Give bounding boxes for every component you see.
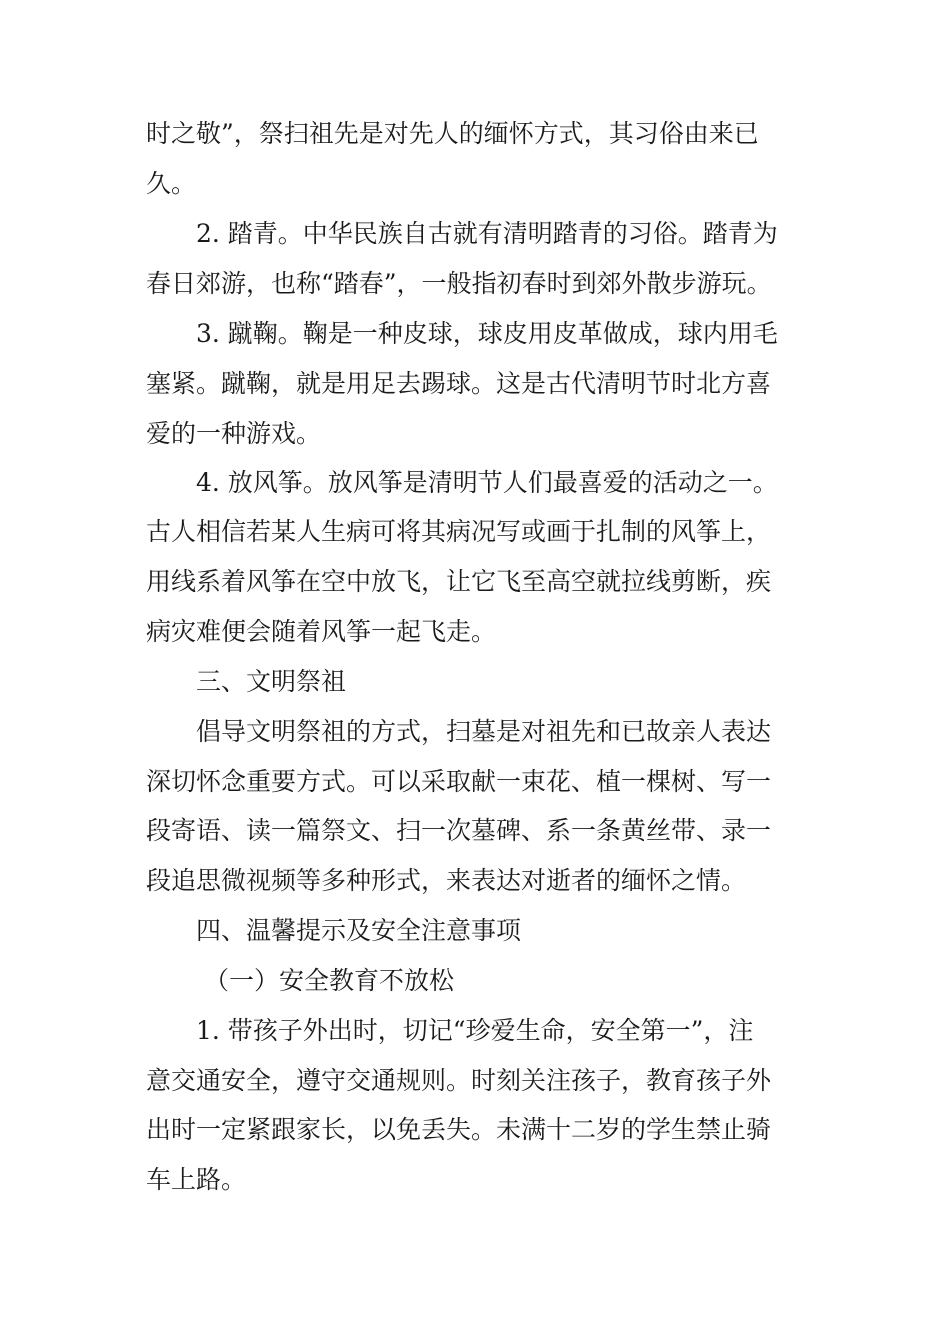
text-line: 出时一定紧跟家长，以免丢失。未满十二岁的学生禁止骑 xyxy=(146,1115,772,1144)
text-line: 塞紧。蹴鞠，就是用足去踢球。这是古代清明节时北方喜 xyxy=(146,369,772,398)
paragraph-start-line: 倡导文明祭祖的方式，扫墓是对祖先和已故亲人表达 xyxy=(196,717,772,746)
text-line: 深切怀念重要方式。可以采取献一束花、植一棵树、写一 xyxy=(146,767,772,796)
text-line: 用线系着风筝在空中放飞，让它飞至高空就拉线剪断，疾 xyxy=(146,567,772,596)
section-heading: 三、文明祭祖 xyxy=(196,667,347,696)
paragraph-start-line: 4. 放风筝。放风筝是清明节人们最喜爱的活动之一。 xyxy=(196,468,778,497)
paragraph-start-line: 1. 带孩子外出时，切记“珍爱生命，安全第一”，注 xyxy=(196,1016,754,1045)
text-line: 意交通安全，遵守交通规则。时刻关注孩子，教育孩子外 xyxy=(146,1066,772,1095)
text-line: 段追思微视频等多种形式，来表达对逝者的缅怀之情。 xyxy=(146,866,747,895)
text-line: 古人相信若某人生病可将其病况写或画于扎制的风筝上， xyxy=(146,517,772,546)
text-line: 病灾难便会随着风筝一起飞走。 xyxy=(146,617,497,646)
text-line: 段寄语、读一篇祭文、扫一次墓碑、系一条黄丝带、录一 xyxy=(146,816,772,845)
subsection-heading: （一）安全教育不放松 xyxy=(204,966,455,995)
text-line: 时之敬”，祭扫祖先是对先人的缅怀方式，其习俗由来已 xyxy=(146,119,759,148)
text-line: 春日郊游，也称“踏春”，一般指初春时到郊外散步游玩。 xyxy=(146,269,772,298)
paragraph-start-line: 3. 蹴鞠。鞠是一种皮球，球皮用皮革做成，球内用毛 xyxy=(196,319,778,348)
paragraph-start-line: 2. 踏青。中华民族自古就有清明踏青的习俗。踏青为 xyxy=(196,219,778,248)
section-heading: 四、温馨提示及安全注意事项 xyxy=(196,916,522,945)
text-line: 久。 xyxy=(146,169,197,198)
text-line: 爱的一种游戏。 xyxy=(146,419,322,448)
text-line: 车上路。 xyxy=(146,1165,247,1194)
